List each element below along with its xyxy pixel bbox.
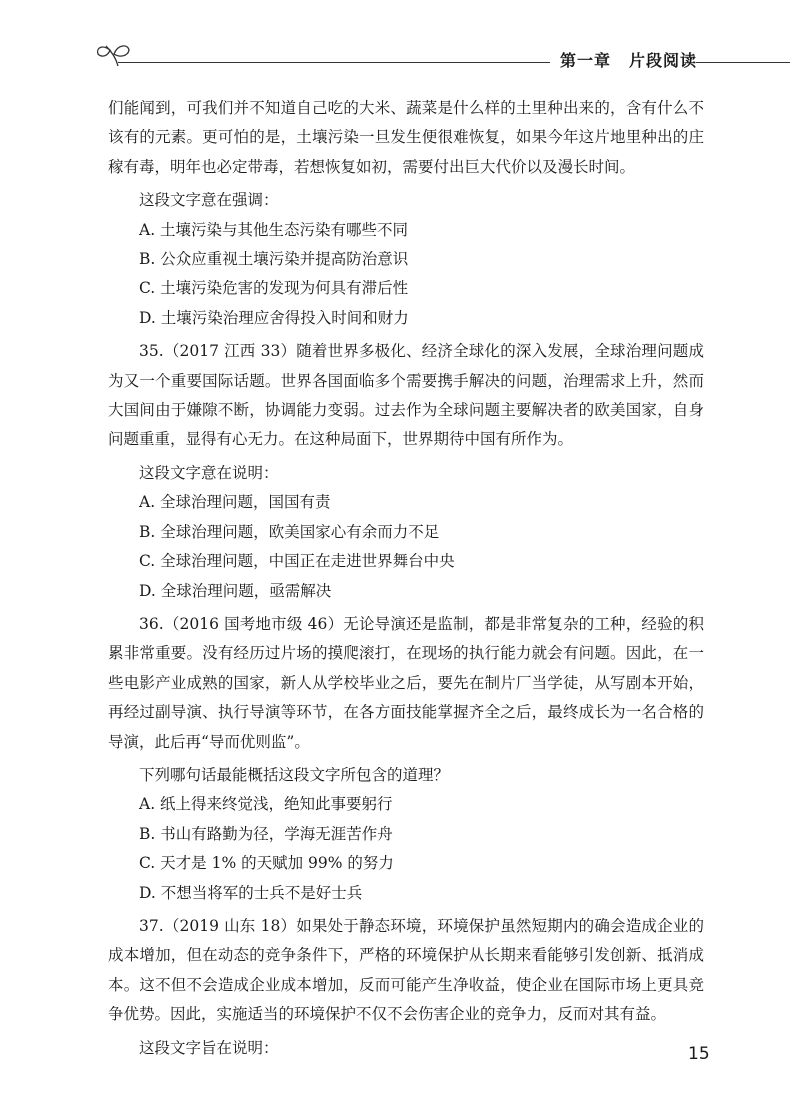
option-d: D. 不想当将军的士兵不是好士兵 xyxy=(139,883,363,902)
question-36 xyxy=(108,610,704,908)
option-a: A. 纸上得来终觉浅，绝知此事要躬行 xyxy=(139,795,393,814)
option-a: A. 全球治理问题，国国有责 xyxy=(139,493,331,512)
passage-text: 37.（2019 山东 18）如果处于静态环境，环境保护虽然短期内的确会造成企业的成本增加，但在动态的竞争条件下，严格的环境保护从长期来看能够引发创新、抵消成本。这不但不会造成企业成本增加，反而可能产生净收益，使企业在国际市场上更具竞争优势。因此，实施适当的环境保护不仅不会伤害企业的竞争力，反而对其有益。 xyxy=(108,916,704,1024)
option-c: C. 土壤污染危害的发现为何具有滞后性 xyxy=(139,279,409,298)
sprout-icon xyxy=(96,42,132,68)
question-37 xyxy=(108,912,704,1063)
header-rule-right xyxy=(696,62,790,63)
option-a: A. 土壤污染与其他生态污染有哪些不同 xyxy=(139,220,409,239)
option-c: C. 全球治理问题，中国正在走进世界舞台中央 xyxy=(139,552,455,571)
header-rule-left xyxy=(118,62,550,63)
option-b: B. 公众应重视土壤污染并提高防治意识 xyxy=(139,250,409,269)
question-prompt: 下列哪句话最能概括这段文字所包含的道理？ xyxy=(139,765,450,784)
chapter-heading xyxy=(560,48,697,71)
option-b: B. 书山有路勤为径，学海无涯苦作舟 xyxy=(139,824,393,843)
question-34-tail xyxy=(108,94,704,333)
question-prompt: 这段文字意在说明： xyxy=(139,463,279,482)
option-d: D. 全球治理问题，亟需解决 xyxy=(139,581,332,600)
passage-text: 们能闻到，可我们并不知道自己吃的大米、蔬菜是什么样的土里种出来的，含有什么不该有的元素。更可怕的是，土壤污染一旦发生便很难恢复，如果今年这片地里种出的庄稼有毒，明年也必定带毒，若想恢复如初，需要付出巨大代价以及漫长时间。 xyxy=(108,99,704,176)
section-title: 片段阅读 xyxy=(629,51,698,70)
question-35 xyxy=(108,337,704,606)
question-prompt: 这段文字旨在说明： xyxy=(139,1038,279,1057)
page-body xyxy=(108,94,704,1063)
passage-text: 35.（2017 江西 33）随着世界多极化、经济全球化的深入发展，全球治理问题成为又一个重要国际话题。世界各国面临多个需要携手解决的问题，治理需求上升，然而大国间由于嫌隙不断，协调能力变弱。过去作为全球问题主要解决者的欧美国家，自身问题重重，显得有心无力。在这种局面下，世界期待中国有所作为。 xyxy=(108,342,704,449)
option-b: B. 全球治理问题，欧美国家心有余而力不足 xyxy=(139,522,440,541)
passage-text: 36.（2016 国考地市级 46）无论导演还是监制，都是非常复杂的工种，经验的积累非常重要。没有经历过片场的摸爬滚打，在现场的执行能力就会有问题。因此，在一些电影产业成熟的国家，新人从学校毕业之后，要先在制片厂当学徒，从写剧本开始，再经过副导演、执行导演等环节，在各方面技能掌握齐全之后，最终成长为一名合格的导演，此后再“导而优则监”。 xyxy=(108,614,704,751)
option-d: D. 土壤污染治理应舍得投入时间和财力 xyxy=(139,308,409,327)
chapter-number: 第一章 xyxy=(560,51,612,70)
question-prompt: 这段文字意在强调： xyxy=(139,191,279,210)
page-number: 15 xyxy=(688,1044,710,1064)
option-c: C. 天才是 1% 的天赋加 99% 的努力 xyxy=(139,854,394,873)
page-header xyxy=(0,40,800,80)
